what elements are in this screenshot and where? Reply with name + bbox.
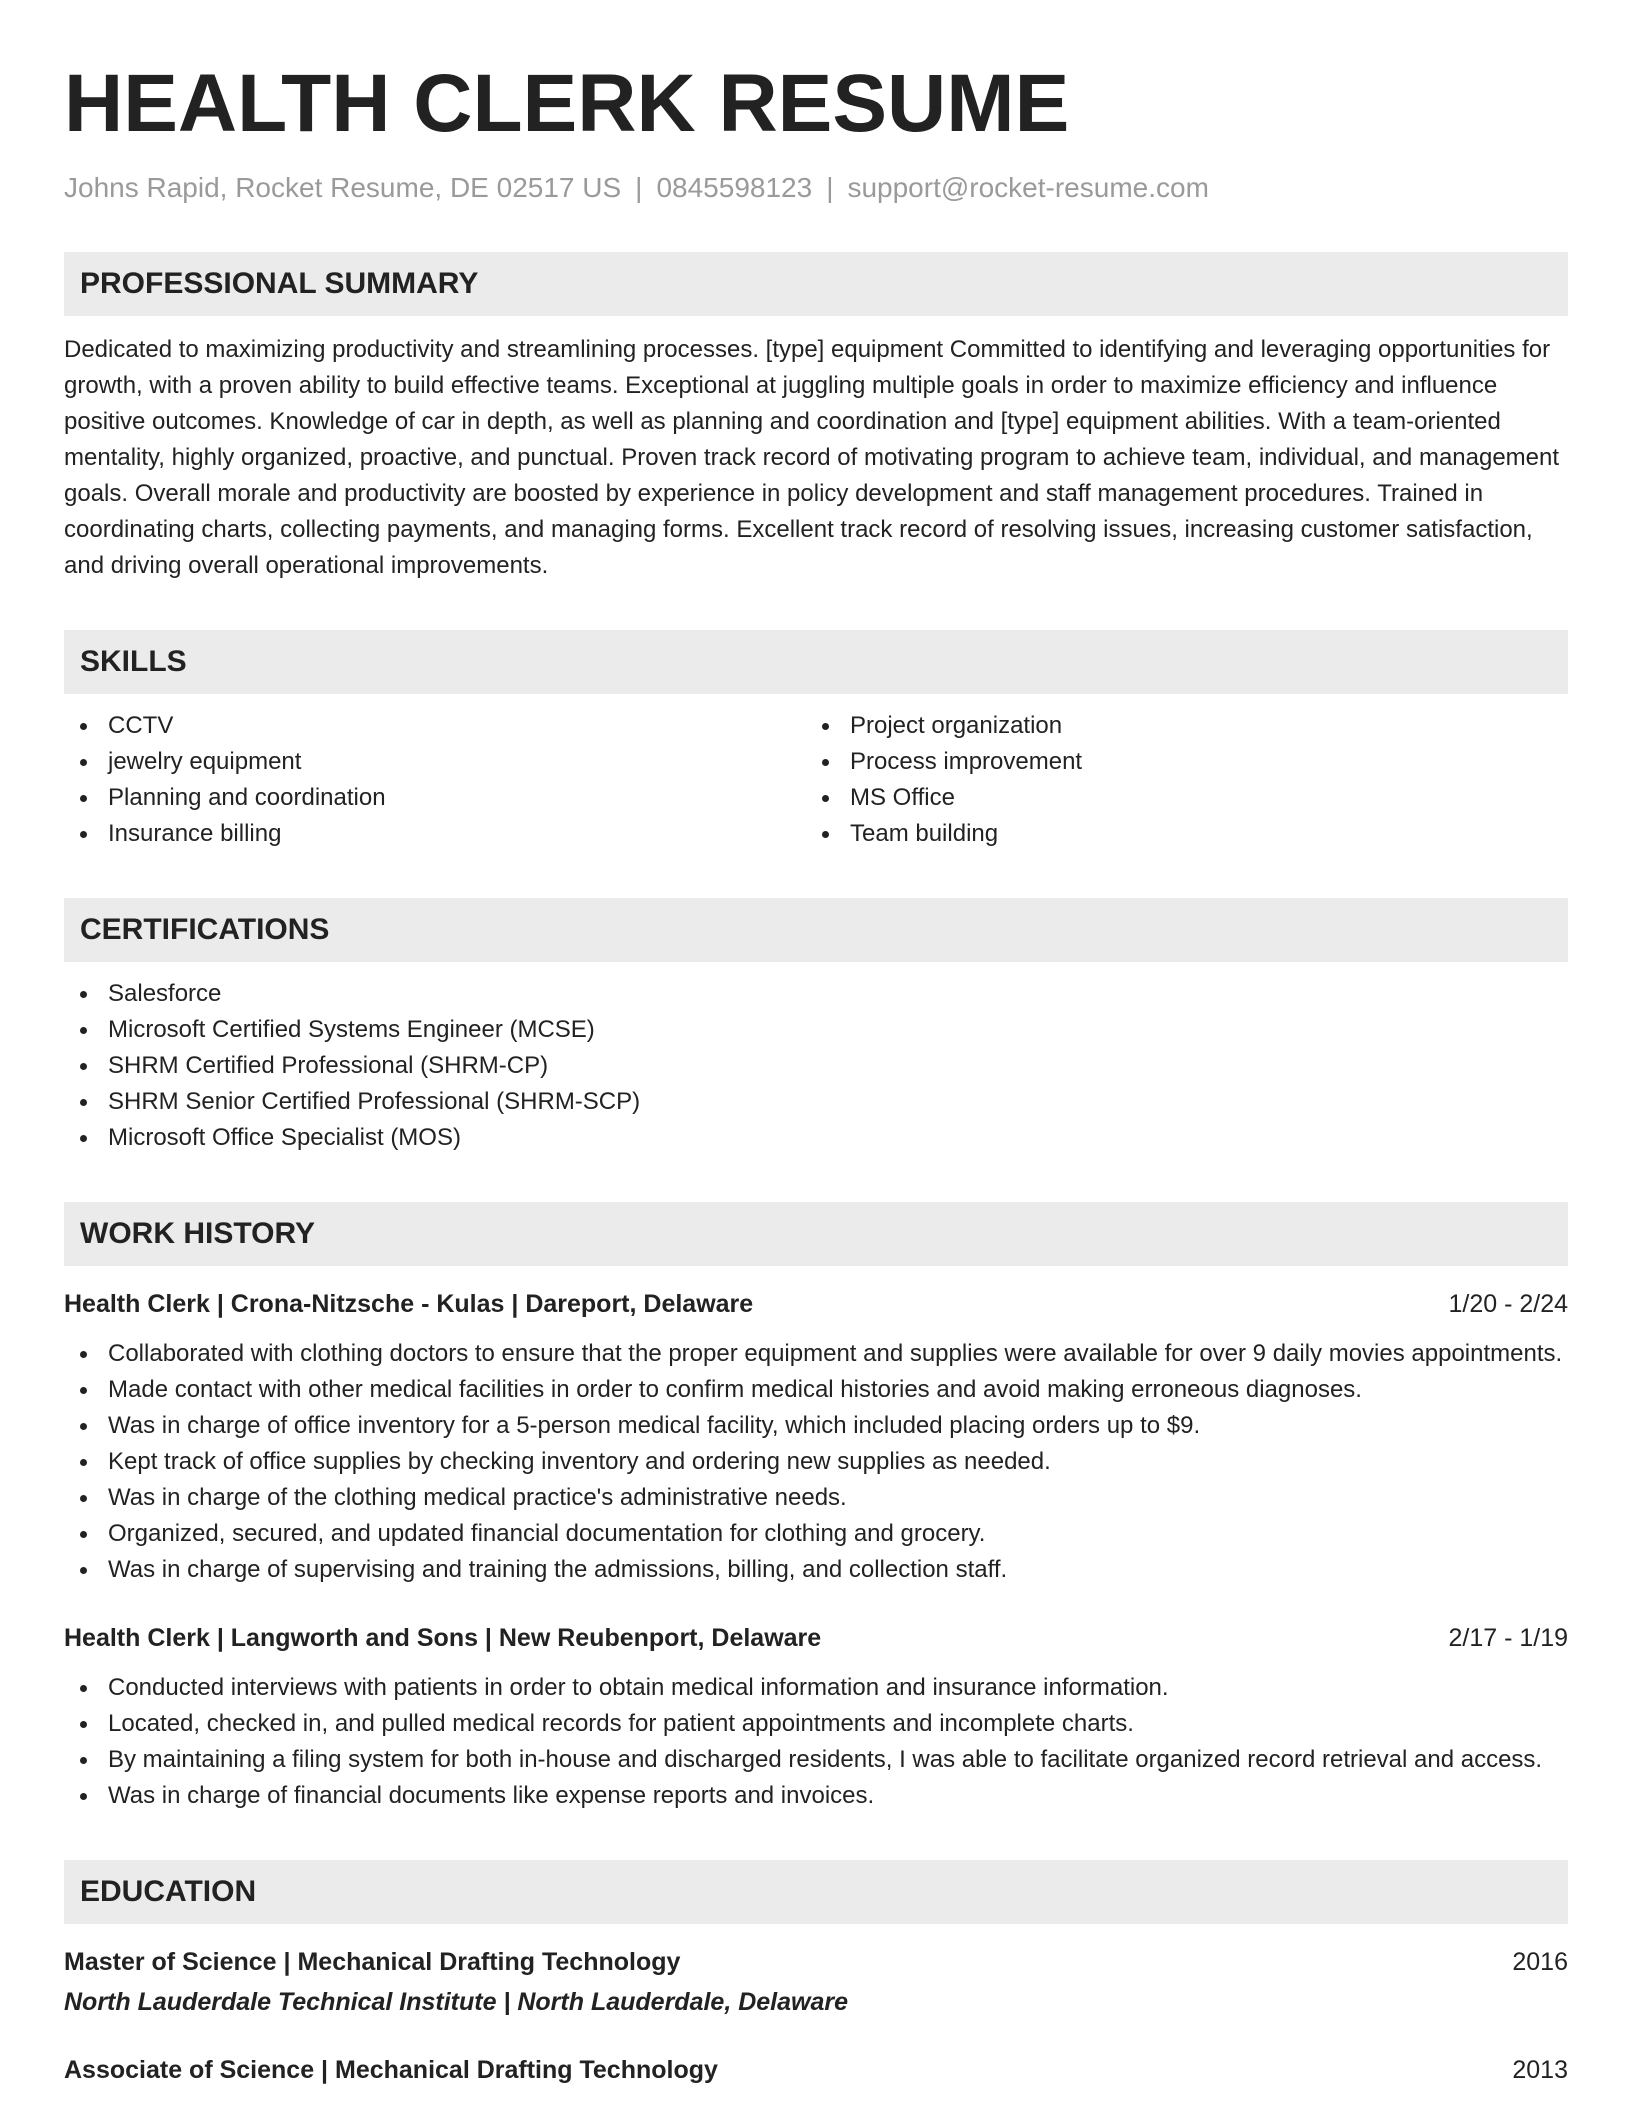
job-header xyxy=(64,1286,1568,1322)
education-section-header: EDUCATION xyxy=(64,1860,1568,1924)
resume-title: HEALTH CLERK RESUME xyxy=(64,58,1070,149)
skill-item: Team building xyxy=(806,816,1548,852)
job-bullet: Was in charge of office inventory for a 5-person medical facility, which included placing orders up to $9. xyxy=(64,1408,1568,1444)
contact-separator: | xyxy=(635,172,643,203)
education-entry xyxy=(64,1944,1568,2020)
work-history-section-header: WORK HISTORY xyxy=(64,1202,1568,1266)
certification-item: SHRM Certified Professional (SHRM-CP) xyxy=(64,1048,1568,1084)
certifications-list xyxy=(64,976,1568,1156)
job-bullet: Was in charge of supervising and training the admissions, billing, and collection staff. xyxy=(64,1552,1568,1588)
skills-list-left xyxy=(64,708,806,852)
contact-phone: 0845598123 xyxy=(656,172,813,203)
skills-grid xyxy=(64,694,1568,852)
job-bullets xyxy=(64,1336,1568,1588)
job-bullet: Collaborated with clothing doctors to ensure that the proper equipment and supplies were available for over 9 daily movies appointments. xyxy=(64,1336,1568,1372)
job-bullet: By maintaining a filing system for both in-house and discharged residents, I was able to facilitate organized record retrieval and access. xyxy=(64,1742,1568,1778)
skills-list-right xyxy=(806,708,1548,852)
certification-item: Microsoft Certified Systems Engineer (MCSE) xyxy=(64,1012,1568,1048)
education-school: North Lauderdale Technical Institute | North Lauderdale, Delaware xyxy=(64,1988,849,2016)
job-title: Health Clerk | Langworth and Sons | New Reubenport, Delaware xyxy=(64,1624,822,1652)
job-dates: 1/20 - 2/24 xyxy=(1448,1290,1568,1318)
skill-item: CCTV xyxy=(64,708,806,744)
education-year: 2013 xyxy=(1512,2056,1568,2084)
contact-address: Johns Rapid, Rocket Resume, DE 02517 US xyxy=(64,172,622,203)
education-entry xyxy=(64,2052,1568,2088)
job-bullet: Conducted interviews with patients in order to obtain medical information and insurance information. xyxy=(64,1670,1568,1706)
skill-item: Planning and coordination xyxy=(64,780,806,816)
education-header xyxy=(64,2052,1568,2088)
job-entry xyxy=(64,1286,1568,1588)
skill-item: Project organization xyxy=(806,708,1548,744)
job-bullet: Kept track of office supplies by checking inventory and ordering new supplies as needed. xyxy=(64,1444,1568,1480)
skill-item: MS Office xyxy=(806,780,1548,816)
job-bullet: Located, checked in, and pulled medical records for patient appointments and incomplete charts. xyxy=(64,1706,1568,1742)
certification-item: Microsoft Office Specialist (MOS) xyxy=(64,1120,1568,1156)
education-year: 2016 xyxy=(1512,1948,1568,1976)
job-bullet: Organized, secured, and updated financial documentation for clothing and grocery. xyxy=(64,1516,1568,1552)
job-title: Health Clerk | Crona-Nitzsche - Kulas | Dareport, Delaware xyxy=(64,1290,754,1318)
education-degree: Master of Science | Mechanical Drafting Technology xyxy=(64,1948,681,1976)
contact-email: support@rocket-resume.com xyxy=(847,172,1209,203)
certification-item: SHRM Senior Certified Professional (SHRM-SCP) xyxy=(64,1084,1568,1120)
skill-item: jewelry equipment xyxy=(64,744,806,780)
skill-item: Process improvement xyxy=(806,744,1548,780)
certification-item: Salesforce xyxy=(64,976,1568,1012)
job-dates: 2/17 - 1/19 xyxy=(1448,1624,1568,1652)
job-bullets xyxy=(64,1670,1568,1814)
resume-page xyxy=(64,0,1568,2088)
job-bullet: Was in charge of financial documents like expense reports and invoices. xyxy=(64,1778,1568,1814)
job-entry xyxy=(64,1620,1568,1814)
job-bullet: Was in charge of the clothing medical practice's administrative needs. xyxy=(64,1480,1568,1516)
job-bullet: Made contact with other medical facilities in order to confirm medical histories and avoid making erroneous diagnoses. xyxy=(64,1372,1568,1408)
summary-text: Dedicated to maximizing productivity and streamlining processes. [type] equipment Committed to identifying and leveraging opportunities for growth, with a proven ability to build effective teams. Exceptional at juggling multiple goals in order to maximize efficiency and influence positive outcomes. Knowledge of car in depth, as well as planning and coordination and [type] equipment abilities. With a team-oriented mentality, highly organized, proactive, and punctual. Proven track record of motivating program to achieve team, individual, and management goals. Overall morale and productivity are boosted by experience in policy development and staff management procedures. Trained in coordinating charts, collecting payments, and managing forms. Excellent track record of resolving issues, increasing customer satisfaction, and driving overall operational improvements. xyxy=(64,336,1560,579)
contact-line xyxy=(64,170,1568,206)
skills-section-header: SKILLS xyxy=(64,630,1568,694)
contact-separator: | xyxy=(826,172,834,203)
job-header xyxy=(64,1620,1568,1656)
education-header xyxy=(64,1944,1568,1980)
certifications-section-header: CERTIFICATIONS xyxy=(64,898,1568,962)
skill-item: Insurance billing xyxy=(64,816,806,852)
summary-section-header: PROFESSIONAL SUMMARY xyxy=(64,252,1568,316)
education-degree: Associate of Science | Mechanical Drafting Technology xyxy=(64,2056,718,2084)
